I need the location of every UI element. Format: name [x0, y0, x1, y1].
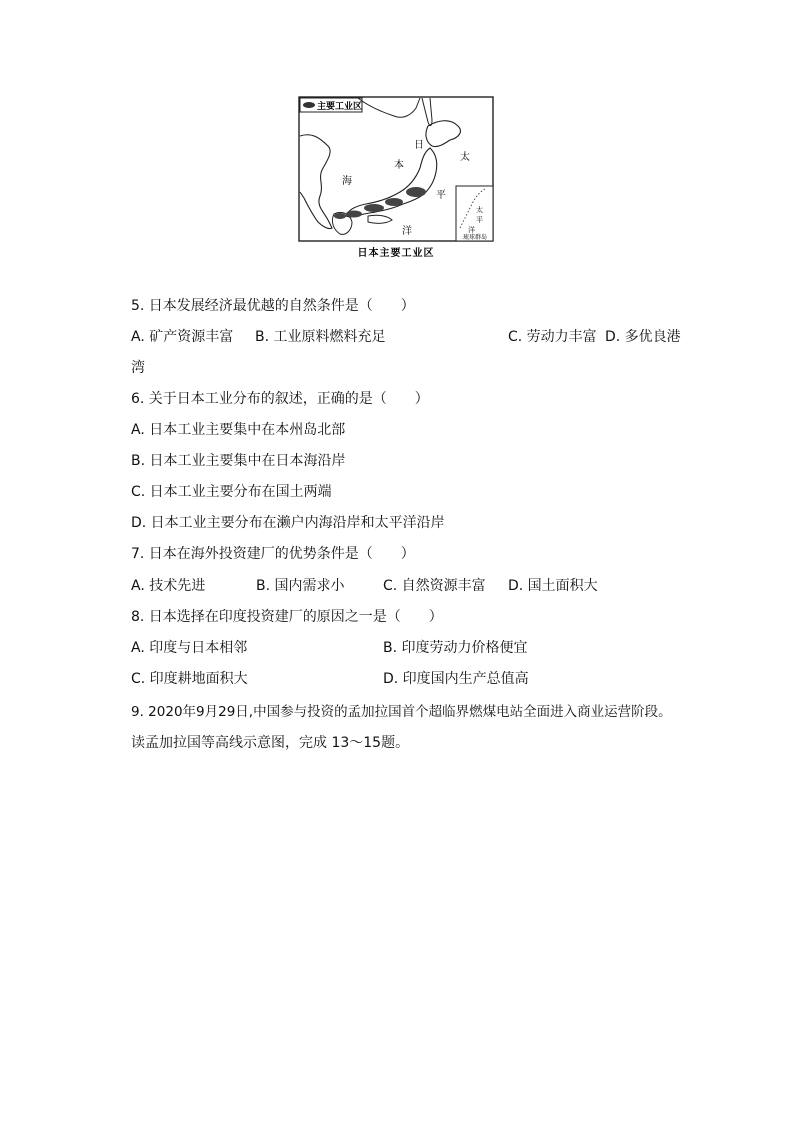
label-yang: 洋: [402, 226, 412, 237]
map-svg: [298, 96, 494, 262]
legend-industrial-symbol: [303, 102, 315, 108]
industrial-zone-kitakyushu: [334, 213, 346, 219]
question-5-option-a: A. 矿产资源丰富: [131, 329, 234, 345]
label-hai: 海: [342, 176, 352, 187]
legend-label: 主要工业区: [317, 102, 363, 112]
question-5-option-d-wrap: 湾: [131, 360, 145, 376]
question-7-option-d: D. 国土面积大: [508, 578, 598, 594]
question-6-option-a: A. 日本工业主要集中在本州岛北部: [131, 422, 346, 438]
japan-industrial-map: [298, 96, 494, 262]
question-6-option-b: B. 日本工业主要集中在日本海沿岸: [131, 453, 346, 469]
inset-label-tai: 太: [476, 206, 483, 214]
industrial-zone-setouchi: [346, 211, 362, 218]
question-7-stem: 7. 日本在海外投资建厂的优势条件是（ ）: [131, 546, 415, 562]
question-5-option-b: B. 工业原料燃料充足: [255, 329, 386, 345]
question-6-stem: 6. 关于日本工业分布的叙述，正确的是（ ）: [131, 391, 429, 407]
inset-label-ping: 平: [476, 216, 483, 224]
question-9-continuation: 读孟加拉国等高线示意图，完成 13～15题。: [131, 735, 410, 751]
question-5-stem: 5. 日本发展经济最优越的自然条件是（ ）: [131, 298, 415, 314]
question-8-option-d: D. 印度国内生产总值高: [383, 671, 529, 687]
question-6-option-d: D. 日本工业主要分布在濑户内海沿岸和太平洋沿岸: [131, 515, 445, 531]
question-6-option-c: C. 日本工业主要分布在国土两端: [131, 484, 332, 500]
question-7-option-c: C. 自然资源丰富: [383, 578, 486, 594]
industrial-zone-keihin: [406, 187, 426, 197]
label-ben: 本: [394, 160, 404, 171]
figure-caption: 日本主要工业区: [357, 248, 435, 259]
question-7-option-a: A. 技术先进: [131, 578, 206, 594]
question-7-option-b: B. 国内需求小: [256, 578, 345, 594]
question-8-option-b: B. 印度劳动力价格便宜: [383, 640, 528, 656]
industrial-zone-chukyo: [385, 198, 403, 206]
question-9-stem: 9. 2020年9月29日,中国参与投资的孟加拉国首个超临界燃煤电站全面进入商业运营阶段。: [131, 704, 672, 720]
label-tai: 太: [460, 152, 470, 163]
industrial-zone-hanshin: [364, 204, 384, 212]
question-8-stem: 8. 日本选择在印度投资建厂的原因之一是（ ）: [131, 609, 443, 625]
question-5-option-d: D. 多优良港: [605, 329, 681, 345]
question-8-option-a: A. 印度与日本相邻: [131, 640, 248, 656]
label-ri: 日: [414, 140, 424, 151]
question-5-option-c: C. 劳动力丰富: [508, 329, 597, 345]
inset-label-yang: 洋: [468, 226, 475, 234]
inset-caption: 琉球群岛: [463, 234, 488, 241]
question-8-option-c: C. 印度耕地面积大: [131, 671, 248, 687]
label-ping: 平: [436, 190, 446, 201]
